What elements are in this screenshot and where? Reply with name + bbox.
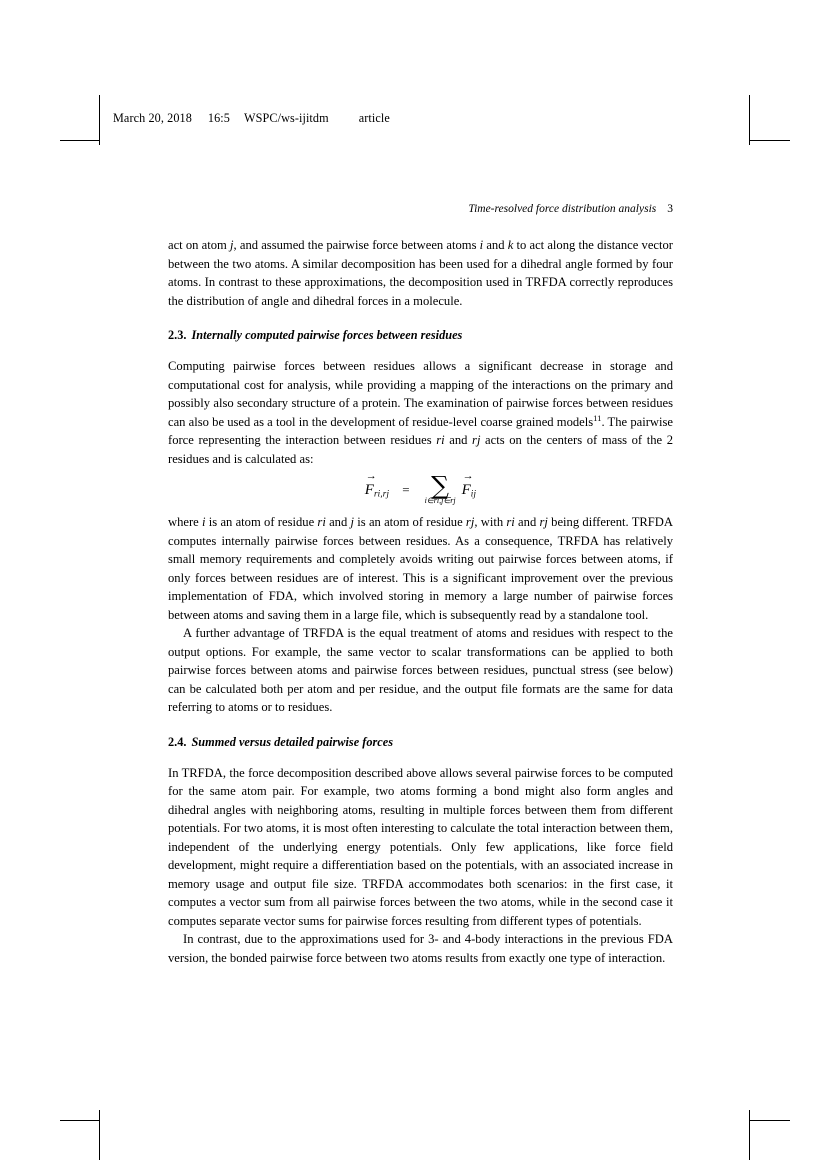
running-head-top	[113, 111, 713, 126]
equation-rhs-symbol: → F	[461, 469, 474, 498]
paragraph-continued	[168, 236, 673, 310]
paragraph-2-3-1	[168, 357, 673, 468]
crop-mark-top-right-horizontal	[749, 140, 790, 141]
paragraph-2-4-2-text: In contrast, due to the approximations used for 3- and 4-body interactions in the previous FDA version, the bonded pairwise force between two atoms results from exactly one type of interaction.	[168, 932, 673, 965]
summation-limit: i∈ri,j∈rj	[424, 496, 456, 506]
crop-mark-top-right-vertical	[749, 95, 750, 145]
header-short-title: Time-resolved force distribution analysis	[468, 203, 657, 215]
paragraph-2-3-3	[168, 624, 673, 717]
section-number-2-4: 2.4.	[168, 734, 187, 749]
sigma-icon: ∑	[431, 471, 450, 501]
paragraph-2-4-1	[168, 764, 673, 931]
main-text-column	[168, 236, 673, 967]
running-head-journal: WSPC/ws-ijitdm	[244, 111, 329, 125]
equation-rhs-subscript: ij	[470, 488, 477, 499]
paragraph-2-3-2	[168, 513, 673, 624]
running-head-date: March 20, 2018	[113, 111, 192, 125]
section-title-2-3: Internally computed pairwise forces between residues	[191, 328, 463, 342]
citation-ref-11: 11	[593, 412, 602, 423]
paragraph-2-3-3-text: A further advantage of TRFDA is the equal treatment of atoms and residues with respect to the output options. For example, the same vector to scalar transformations can be applied to both pairwise forces between atoms and pairwise forces between residues, punctual stress (see below) can be calculated both per atom and per residue, and the output file formats are the same for data referring to atoms or to residues.	[168, 626, 673, 715]
crop-mark-bottom-right-horizontal	[749, 1120, 790, 1121]
running-head-doc: article	[358, 111, 390, 125]
section-title-2-4: Summed versus detailed pairwise forces	[191, 734, 393, 749]
crop-mark-bottom-left-horizontal	[60, 1120, 100, 1121]
crop-mark-top-left-vertical	[99, 95, 100, 145]
paragraph-2-4-1-text: In TRFDA, the force decomposition described above allows several pairwise forces to be computed for the same atom pair. For example, two atoms forming a bond might also form angles and dihedral angles with neighboring atoms, resulting in multiple forces between them from different potentials. For two atoms, it is most often interesting to calculate the total interaction between them, independent of the underlying energy potentials. Only few applications, like force field development, might require a differentiation based on the potentials, with an associated increase in memory usage and output file size. TRFDA accommodates both scenarios: in the first case, it computes a vector sum from all pairwise forces between the two atoms, while in the second case it computes separate vector sums for pairwise forces resulting from different types of potentials.	[168, 765, 673, 928]
equation-lhs-subscript: ri,rj	[373, 488, 390, 499]
equation-lhs-symbol: → F	[364, 469, 377, 498]
page-number: 3	[667, 203, 673, 215]
paragraph-2-3-1-text-a: Computing pairwise forces between residues allows a significant decrease in storage and computational cost for analysis, while providing a mapping of the interactions on the primary and possibly also secondary structure of a protein. The examination of pairwise forces between residues can also be used as a tool in the development of residue-level coarse grained models	[168, 359, 673, 429]
paragraph-2-3-1-text-b: . The pairwise force representing the interaction between residues ri and rj acts on the centers of mass of the 2 residues and is calculated as:	[168, 414, 674, 466]
paragraph-continued-text: act on atom j, and assumed the pairwise force between atoms i and k to act along the distance vector between the two atoms. A similar decomposition has been used for a dihedral angle formed by four atoms. In contrast to these approximations, the decomposition used in TRFDA correctly reproduces the distribution of angle and dihedral forces in a molecule.	[168, 238, 673, 308]
equation-relation: =	[402, 481, 410, 497]
page-header	[168, 203, 673, 215]
paragraph-2-4-2	[168, 930, 673, 967]
vector-arrow-icon-2: →	[462, 469, 474, 482]
display-equation	[168, 469, 673, 506]
vector-arrow-icon: →	[365, 469, 377, 482]
crop-mark-top-left-horizontal	[60, 140, 100, 141]
equation-summation	[424, 471, 456, 506]
section-heading-2-3	[168, 327, 673, 344]
crop-mark-bottom-left-vertical	[99, 1110, 100, 1160]
section-heading-2-4	[168, 734, 673, 751]
running-head-time: 16:5	[207, 111, 230, 125]
section-number-2-3: 2.3.	[168, 328, 187, 342]
paragraph-2-3-2-text: where i is an atom of residue ri and j is an atom of residue rj, with ri and rj being different. TRFDA computes internally pairwise forces between residues. As a consequence, TRFDA has relatively small memory requirements and completely avoids writing out pairwise forces between atoms, if only forces between residues are of interest. This is a significant improvement over the previous implementation of FDA, which involved storing in memory a large number of pairwise forces between atoms and saving them in a large file, which is subsequently read by a standalone tool.	[168, 515, 673, 622]
crop-mark-bottom-right-vertical	[749, 1110, 750, 1160]
